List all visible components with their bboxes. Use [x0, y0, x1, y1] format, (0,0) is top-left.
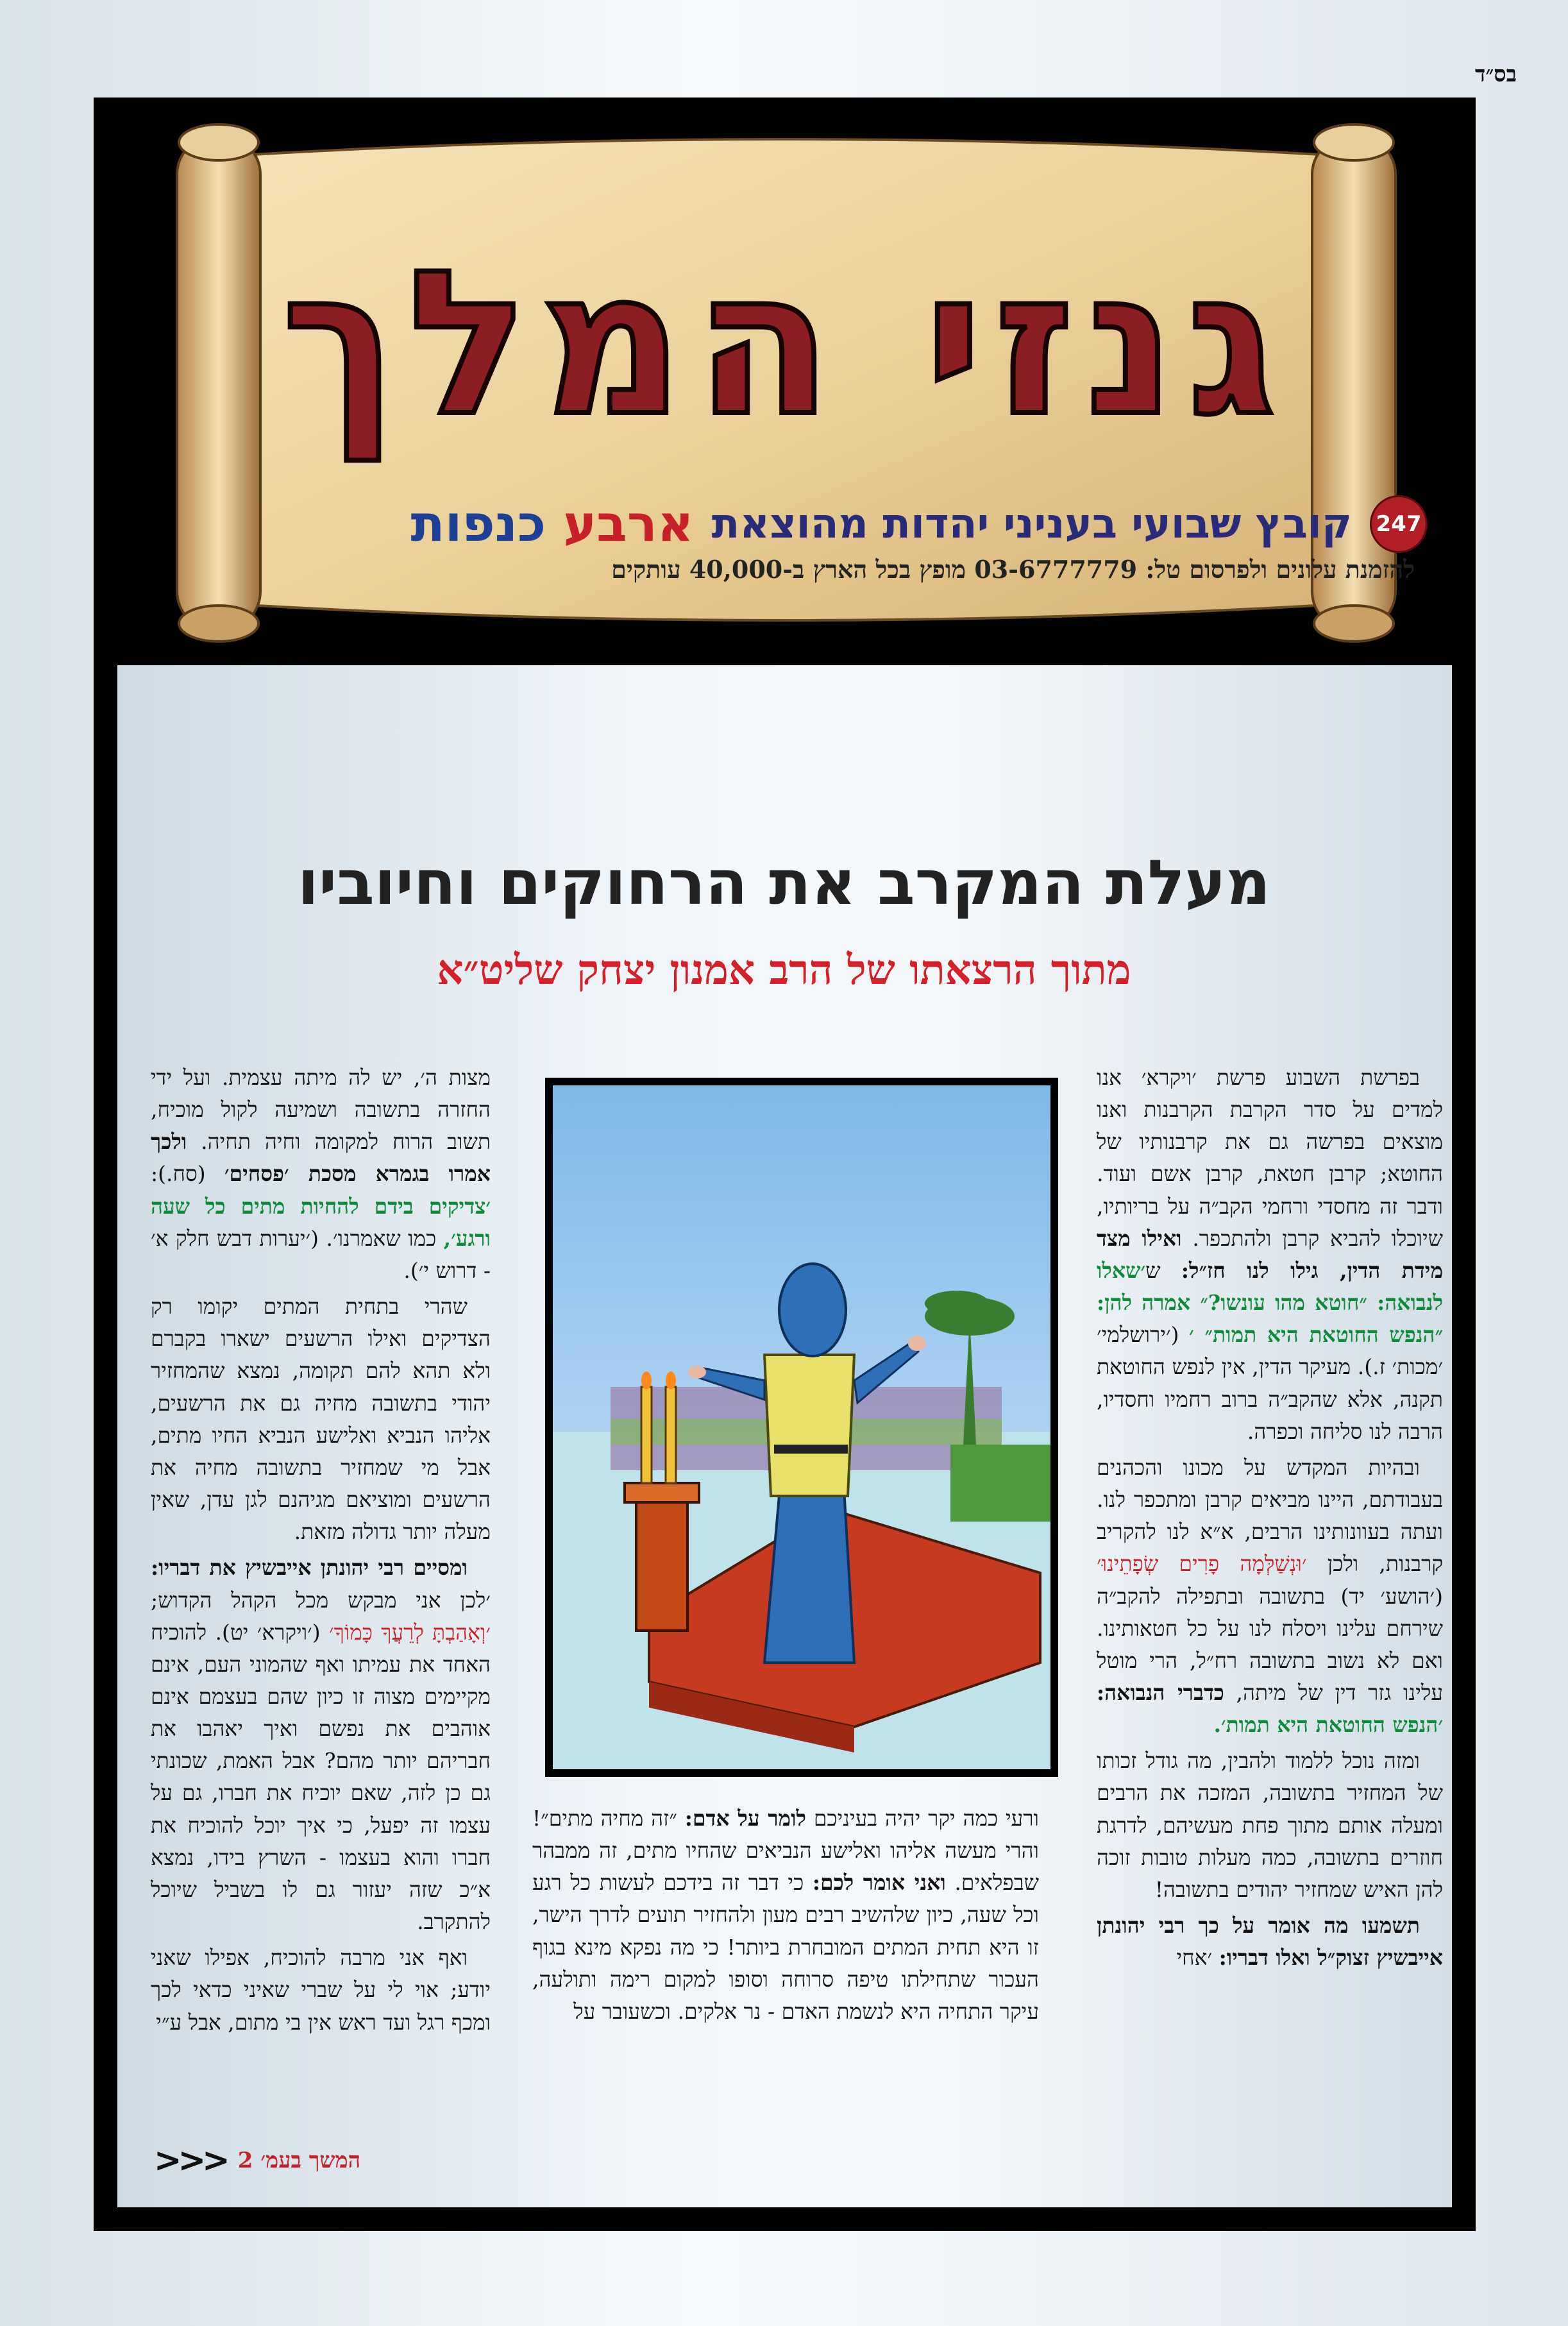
publisher-name-part1: ארבע — [563, 495, 694, 553]
paragraph: ואף אני מרבה להוכיח, אפילו שאני יודע; אוי לי על שברי שאיני כדאי לכך ומכף רגל ועד ראש אין בי מתום, אבל ע״י — [151, 1945, 491, 2035]
publisher-name-part2: כנפות — [410, 495, 546, 553]
paragraph: מצות ה׳, יש לה מיתה עצמית. ועל ידי החזרה בתשובה ושמיעה לקול מוכיח, תשוב הרוח למקומה וחיה תחיה. ולכך אמרו בגמרא מסכת ׳פסחים׳ (סח.): ׳צדיקים בידם להחיות מתים כל שעה ורגע׳, כמו שאמרנו׳. (׳יערות דבש חלק א׳ - דרוש י׳). — [151, 1065, 491, 1283]
article-column-right — [1097, 1062, 1443, 1978]
masthead-subtitle-row — [401, 495, 1428, 553]
paragraph: ומסיים רבי יהונתן אייבשיץ את דבריו: ׳לכן אני מבקש מכל הקהל הקדוש; ׳וְאָהַבְתָּ לְרֵעֲךָ כָּמוֹךָ׳ (׳ויקרא׳ יט). להוכיח האחד את עמיתו ואף שהמוני העם, אינם מקיימים מצוה זו כיון שהם בעצמם אינם אוהבים את נפשם ואיך יאהבו את חבריהם יותר מהם? אבל האמת, שכונתי גם כן לזה, שאם יוכיח את חברו, גם על עצמו זה יפעל, כי איך יוכל להוכיח את חברו והוא בעצמו - השרץ בידו, נמצא א״כ שזה יעזור גם לו בשביל שיוכל להתקרב. — [151, 1555, 491, 1935]
paragraph: תשמעו מה אומר על כך רבי יהונתן אייבשיץ זצוק״ל ואלו דבריו: ׳אחי — [1097, 1913, 1443, 1971]
article-byline: מתוך הרצאתו של הרב אמנון יצחק שליט״א — [437, 946, 1131, 994]
contact-line: להזמנת עלונים ולפרסום טל: 03-6777779 מופץ בכל הארץ ב-40,000 עותקים — [611, 555, 1415, 584]
paragraph: ובהיות המקדש על מכונו והכהנים בעבודתם, היינו מביאים קרבן ומתכפר לנו. ועתה בעוונותינו הרבים, א״א לנו להקריב קרבנות, ולכן ׳וּנְשַׁלְּמָה פָרִים שְׂפָתֵינוּ׳ (׳הושע׳ יד) בתשובה ובתפילה להקב״ה שירחם עלינו ויסלח לנו על כל חטאותינו. ואם לא נשוב בתשובה רח״ל, הרי מוטל עלינו גזר דין של מיתה, כדברי הנבואה: ׳הנפש החוטאת היא תמות׳. — [1097, 1454, 1443, 1738]
paragraph: שהרי בתחית המתים יקומו רק הצדיקים ואילו הרשעים ישארו בקברם ולא תהא להם תקומה, נמצא שהמחזיר יהודי בתשובה מחיה גם את הרשעים, אליהו הנביא ואלישע הנביא החיו מתים, אבל מי שמחזיר בתשובה מחיה את הרשעים ומוציאם מגיהנם לגן עדן, שאין מעלה יותר גדולה מזאת. — [151, 1294, 491, 1545]
article-headline: מעלת המקרב את הרחוקים וחיוביו — [297, 847, 1270, 919]
continued-label: המשך בעמ׳ 2 — [237, 2148, 361, 2173]
triple-chevron-left-icon: <<< — [154, 2141, 226, 2180]
masthead-title: גנזי המלך — [282, 228, 1288, 460]
paragraph: ורעי כמה יקר יהיה בעיניכם לומר על אדם: ״זה מחיה מתים״! והרי מעשה אליהו ואלישע הנביאים שהחיו מתים, זה ממבהר שבפלאים. ואני אומר לכם: כי דבר זה בידכם לעשות כל רגע וכל שעה, כיון שלהשיב רבים מעון ולהחזיר תועים לדרך הישר, זו היא תחית המתים המובחרת ביותר! כי מה נפקא מינא בגוף העכור שתחילתו טיפה סרוחה וסופו למקום רימה ותולעה, עיקר התחיה היא לנשמת האדם - נר אלקים. וכשעובר על — [532, 1806, 1039, 2024]
masthead — [94, 98, 1476, 665]
illustration — [545, 1078, 1058, 1777]
article-column-middle — [532, 1803, 1039, 2032]
publisher-logo — [410, 495, 693, 553]
masthead-subtitle: קובץ שבועי בעניני יהדות מהוצאת — [711, 500, 1352, 548]
article-column-left — [151, 1062, 491, 2042]
continued-on-page-2 — [154, 2141, 360, 2180]
paragraph: בפרשת השבוע פרשת ׳ויקרא׳ אנו למדים על סדר הקרבת הקרבנות ואנו מוצאים בפרשה גם את קרבנותיו של החוטא; קרבן חטאת, קרבן אשם ועוד. ודבר זה מחסדי ורחמי הקב״ה על בריותיו, שיוכלו להביא קרבן ולהתכפר. ואילו מצד מידת הדין, גילו לנו חז״ל: ש׳שאלו לנבואה: ״חוטא מהו עונשו?״ אמרה להן: ״הנפש החוטאת היא תמות״ ׳ (׳ירושלמי׳ ׳מכות׳ ז.). מעיקר הדין, אין לנפש החוטאת תקנה, אלא שהקב״ה ברוב רחמיו וחסדיו, הרבה לנו סליחה וכפרה. — [1097, 1065, 1443, 1444]
bsd-mark: בס״ד — [1475, 62, 1517, 87]
praying-figure-illustration-icon — [553, 1085, 1050, 1769]
issue-number-badge: 247 — [1370, 495, 1428, 553]
paragraph: ומזה נוכל ללמוד ולהבין, מה גודל זכותו של המחזיר בתשובה, המזכה את הרבים ומעלה אותם מתוך פחת מעשיהם, לדרגת חוזרים בתשובה, כמה מעלות טובות זוכה להן האיש שמחזיר יהודים בתשובה! — [1097, 1748, 1443, 1902]
